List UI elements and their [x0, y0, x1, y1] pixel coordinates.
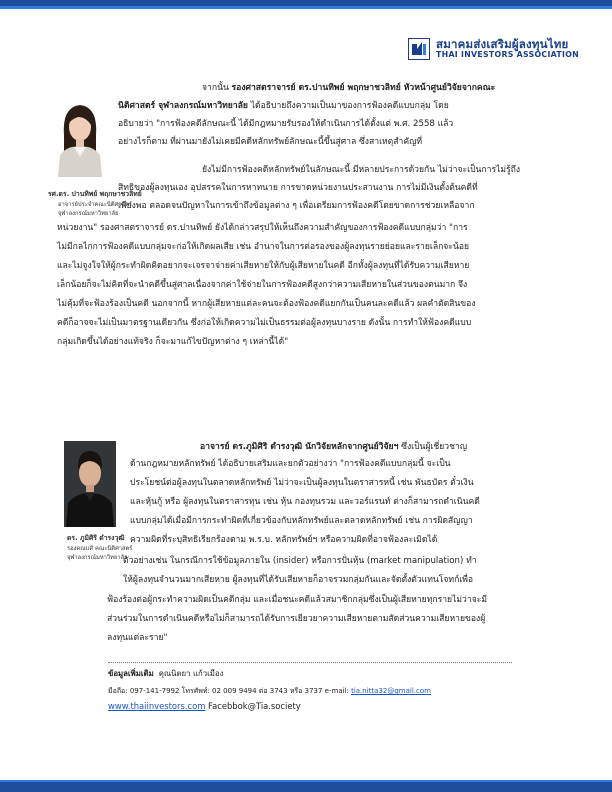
top-accent-stripe: [0, 6, 612, 9]
paragraph-line: หน่วยงาน" รองศาสตราจารย์ ดร.ปานทิพย์ ยังได้กล่าวสรุปให้เห็นถึงความสำคัญของการฟ้องคดีแบบกลุ่มว่า "การ: [57, 223, 468, 233]
web-line: [108, 701, 301, 711]
paragraph-line: อาจารย์ ดร.ภูมิศิริ ดำรงวุฒิ นักวิจัยหลักจากศูนย์วิจัยฯ ซึ่งเป็นผู้เชี่ยวชาญ: [200, 442, 468, 452]
caption-role-panthip: อาจารย์ประจำคณะนิติศาสตร์: [58, 202, 132, 208]
paragraph-line: คดีก็อาจจะไม่เป็นมาตรฐานเดียวกัน ซึ่งก่อให้เกิดความไม่เป็นธรรมต่อผู้ลงทุนบางราย ดังนั้น การทำให้ฟ้องคดีแบบ: [57, 318, 472, 328]
email-link[interactable]: tia.nitta32@gmail.com: [351, 687, 431, 695]
facebook-handle: Facebbok@Tia.society: [205, 701, 301, 711]
paragraph-line: ความผิดที่ระบุสิทธิเรียกร้องตาม พ.ร.บ. หลักทรัพย์ฯ หรือความผิดที่อาจฟ้องละเมิดได้: [130, 535, 438, 545]
paragraph-line: ส่วนร่วมในการดำเนินคดีหรือไม่ก็สามารถได้รับการเยียวยาความเสียหายตามสัดส่วนความเสียหายของผู้: [107, 614, 486, 624]
paragraph-line: ฟ้องร้องต่อผู้กระทำความผิดเป็นคดีกลุ่ม และเมื่อชนะคดีแล้วสมาชิกกลุ่มซึ่งเป็นผู้เสียหายทุกรายไม่ว่าจะมี: [107, 595, 488, 605]
portrait-photo-phumisiri: [64, 441, 116, 527]
paragraph-line: ยังไม่มีการฟ้องคดีหลักทรัพย์ในลักษณะนี้ มีหลายประการด้วยกัน ไม่ว่าจะเป็นการไม่รู้ถึง: [202, 165, 521, 175]
paragraph-line: ลงทุนแต่ละราย": [107, 633, 168, 643]
caption-name-panthip: รศ.ดร. ปานทิพย์ พฤกษาชวลิทย์: [48, 190, 142, 198]
paragraph-line: และหุ้นกู้ หรือ ผู้ลงทุนในตราสารทุน เช่น หุ้น กองทุนรวม และวอร์แรนท์ ต่างก็สามารถดำเนินคดี: [130, 497, 480, 507]
paragraph-line: แบบกลุ่มได้เมื่อมีการกระทำผิดที่เกี่ยวข้องกับหลักทรัพย์และตลาดหลักทรัพย์ เช่น การผิดสัญญา: [130, 516, 473, 526]
bottom-accent-bar: [0, 782, 612, 792]
paragraph-line: กลุ่มเกิดขึ้นได้อย่างแท้จริง ก็จะมาแก้ไขปัญหาต่าง ๆ เหล่านี้ได้": [57, 337, 289, 347]
tia-logo-icon: [408, 38, 430, 60]
portrait-photo-panthip: [56, 95, 104, 177]
paragraph-line: และไม่จูงใจให้ผู้กระทำผิดคิดอยากจะเจรจาจ่ายค่าเสียหายให้กับผู้เสียหายในคดี อีกทั้งผู้ลงทุนที่ได้รับความเสียหาย: [57, 261, 470, 271]
paragraph-line: ด้านกฎหมายหลักทรัพย์ ได้อธิบายเสริมและยกตัวอย่างว่า "การฟ้องคดีแบบกลุ่มนี้ จะเป็น: [130, 459, 451, 469]
caption-affiliation-panthip: จุฬาลงกรณ์มหาวิทยาลัย: [58, 211, 119, 217]
caption-role-phumisiri: รองคณบดี คณะนิติศาสตร์: [67, 546, 133, 552]
contact-info-line: [108, 668, 223, 680]
org-name-thai: สมาคมส่งเสริมผู้ลงทุนไทย: [436, 37, 569, 51]
org-name-english: THAI INVESTORS ASSOCIATION: [436, 50, 579, 59]
footer-divider: [108, 662, 512, 663]
paragraph-line: ไม่มีกลไกการฟ้องคดีแบบกลุ่มจะก่อให้เกิดผลเสีย เช่น อำนาจในการต่อรองของผู้ลงทุนรายย่อยและรายเล็กจะน้อย: [57, 242, 470, 252]
paragraph-line: ให้ผู้ลงทุนจำนวนมากเสียหาย ผู้ลงทุนที่ได้รับเสียหายก็อาจรวมกลุ่มกันและจัดตั้งตัวแทนโจทก์เพื่อ: [123, 575, 474, 585]
paragraph-line: เพียงพอ ตลอดจนปัญหาในการเข้าถึงข้อมูลต่าง ๆ เพื่อเตรียมการฟ้องคดีโดยขาดการช่วยเหลือจาก: [118, 201, 475, 211]
paragraph-line: เล็กน้อยก็จะไม่คิดที่จะนำคดีขึ้นสู่ศาลเนื่องจากค่าใช้จ่ายในการฟ้องคดีสูงกว่าความเสียหายในส่วนของตนมาก จึง: [57, 280, 468, 290]
caption-affiliation-phumisiri: จุฬาลงกรณ์มหาวิทยาลัย: [67, 555, 128, 561]
paragraph-line: ไม่คุ้มที่จะฟ้องร้องเป็นคดี นอกจากนี้ หากผู้เสียหายแต่ละคนจะต้องฟ้องคดีแยกกันเป็นคนละคดีแล้ว ผลคำตัดสินของ: [57, 299, 476, 309]
phone-line: มือถือ: 097-141-7992 โทรศัพท์: 02 009 9494 ต่อ 3743 หรือ 3737 e-mail: tia.nitta32@gmail.com: [108, 687, 431, 695]
paragraph-line: จากนั้น รองศาสตราจารย์ ดร.ปานทิพย์ พฤกษาชวลิทย์ หัวหน้าศูนย์วิจัยจากคณะ: [202, 83, 496, 93]
website-link[interactable]: www.thaiinvestors.com: [108, 701, 206, 711]
caption-name-phumisiri: ดร. ภูมิศิริ ดำรงวุฒิ: [67, 534, 125, 542]
contact-name: คุณนิตยา แก้วเมือง: [158, 669, 224, 678]
paragraph-line: สิทธิของผู้ลงทุนเอง อุปสรรคในการหาทนาย การขาดหน่วยงานประสานงาน การไม่มีเงินตั้งต้นคดีที่: [118, 183, 478, 193]
association-logo: [408, 36, 598, 64]
info-label: ข้อมูลเพิ่มเติม: [108, 669, 154, 678]
paragraph-line: อย่างไรก็ตาม ที่ผ่านมายังไม่เคยมีคดีหลักทรัพย์ลักษณะนี้ขึ้นสู่ศาล ซึ่งสาเหตุสำคัญที่: [118, 137, 423, 147]
paragraph-line: ตัวอย่างเช่น ในกรณีการใช้ข้อมูลภายใน (insider) หรือการปั่นหุ้น (market manipulation) ทำ: [123, 556, 477, 566]
paragraph-line: อธิบายว่า "การฟ้องคดีลักษณะนี้ ได้มีกฎหมายรับรองให้ดำเนินการได้ตั้งแต่ พ.ศ. 2558 แล้ว: [118, 119, 454, 129]
paragraph-line: นิติศาสตร์ จุฬาลงกรณ์มหาวิทยาลัย ได้อธิบายถึงความเป็นมาของการฟ้องคดีแบบกลุ่ม โดย: [118, 101, 449, 111]
paragraph-line: ประโยชน์ต่อผู้ลงทุนในตลาดหลักทรัพย์ ไม่ว่าจะเป็นผู้ลงทุนในตราสารหนี้ เช่น พันธบัตร ตั๋วเงิน: [130, 478, 474, 488]
